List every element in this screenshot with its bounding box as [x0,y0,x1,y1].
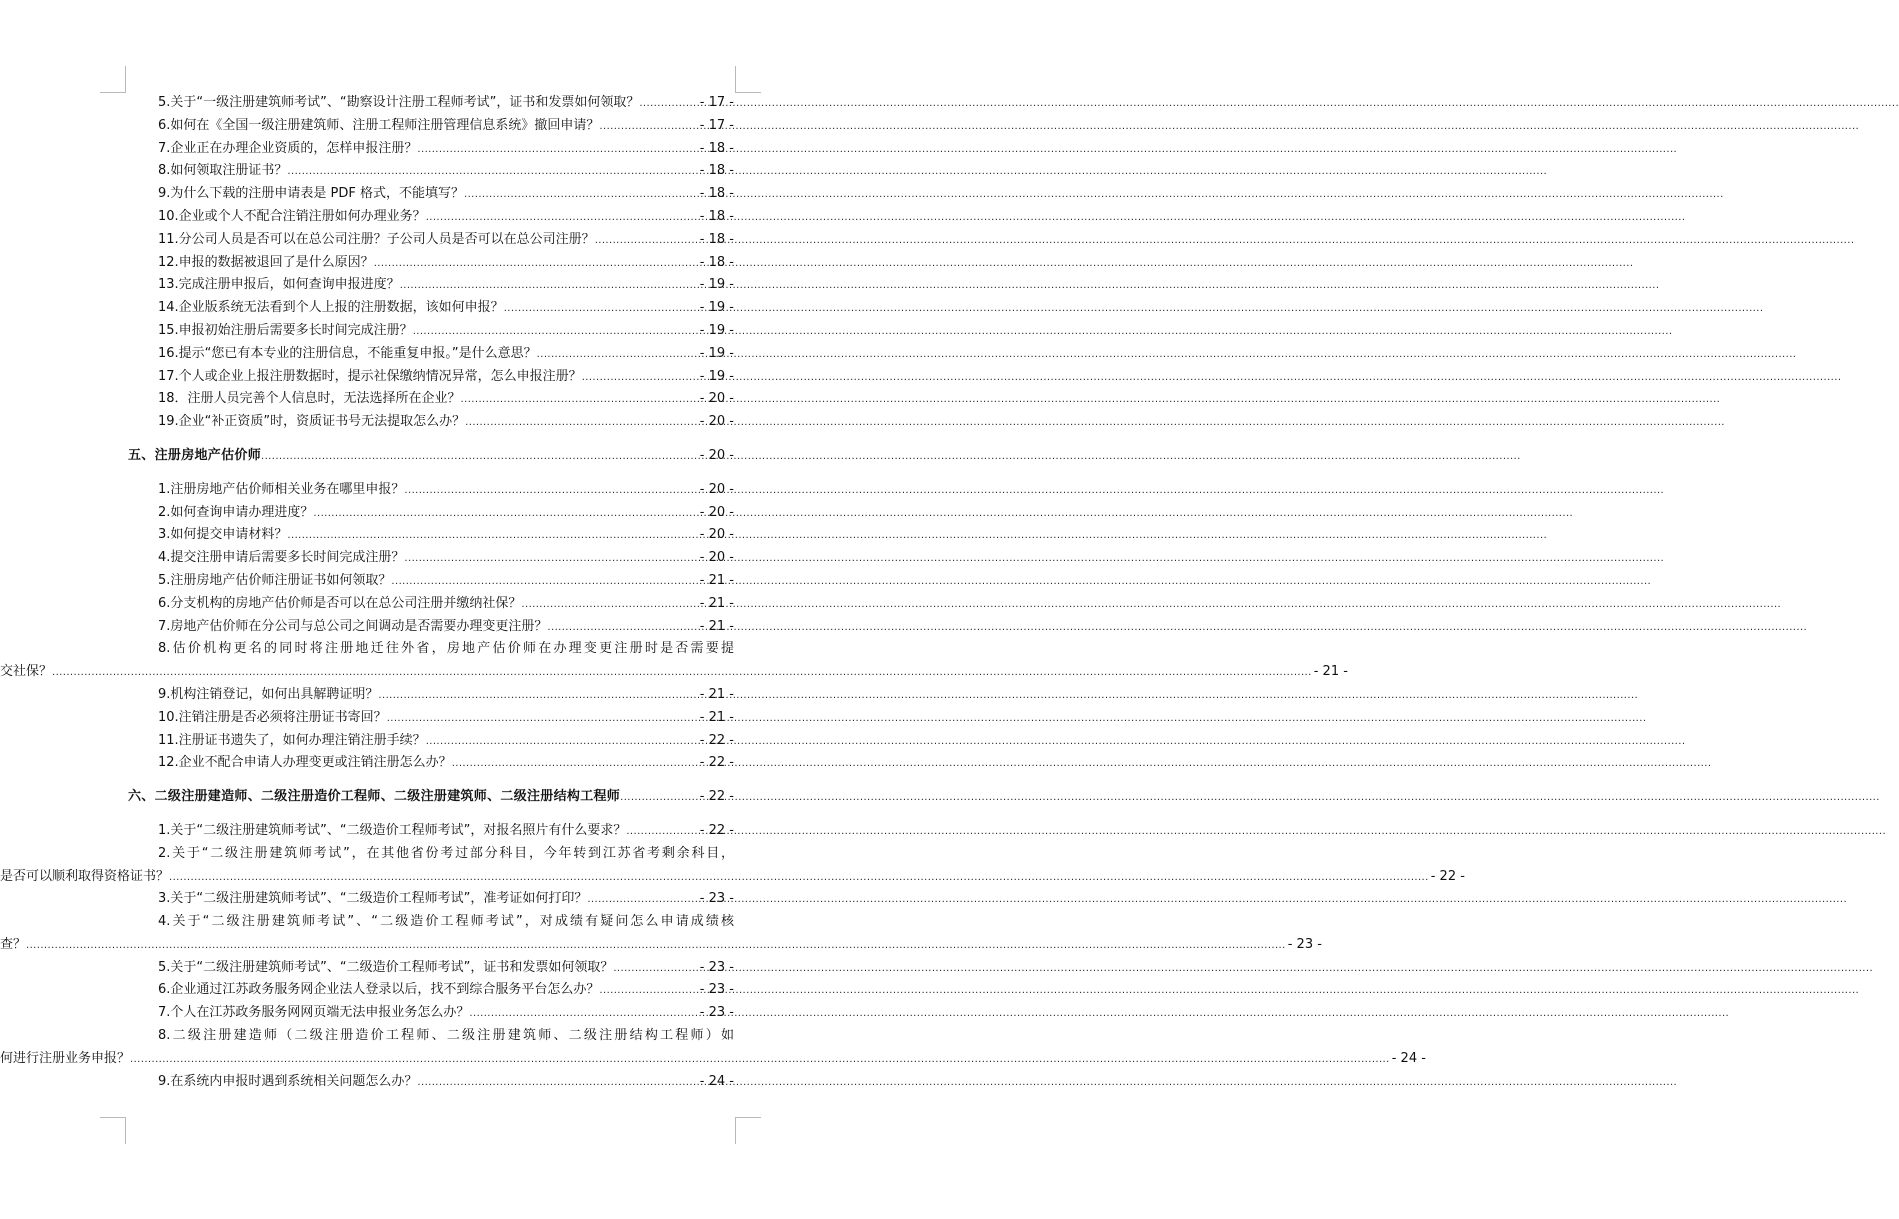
toc-entry-title: 17.个人或企业上报注册数据时，提示社保缴纳情况异常，怎么申报注册？ [158,368,582,384]
dot-leader [599,116,697,139]
dot-leader [599,980,697,1003]
toc-page-number: - 23 - [699,959,734,975]
toc-entry[interactable] [0,1071,863,1094]
toc-entry[interactable] [0,957,863,980]
toc-entry[interactable] [0,616,863,639]
toc-entry[interactable] [0,388,863,411]
toc-entry[interactable] [0,252,863,275]
toc-page-number: - 18 - [699,254,734,270]
dot-leader [26,935,1286,958]
toc-page-number: - 22 - [699,789,734,805]
dot-leader [547,617,697,640]
toc-page-number: - 23 - [1287,936,1322,952]
toc-entry-title: 6.分支机构的房地产估价师是否可以在总公司注册并缴纳社保？ [158,595,522,611]
toc-page-number: - 18 - [699,140,734,156]
toc-entry-title: 16.提示“您已有本专业的注册信息，不能重复申报。”是什么意思？ [158,345,537,361]
toc-entry[interactable] [0,343,863,366]
dot-leader [261,446,698,469]
toc-entry-title: 是否可以顺利取得资格证书？ [0,868,170,884]
dot-leader [404,480,697,503]
toc-entry-title-line1: 8.二级注册建造师（二级注册造价工程师、二级注册建筑师、二级注册结构工程师）如 [158,1028,734,1044]
toc-entry[interactable] [0,274,863,297]
toc-page-number: - 23 - [699,1005,734,1021]
toc-entry[interactable] [0,752,863,775]
toc-page-number: - 22 - [699,732,734,748]
toc-entry-title: 3.如何提交申请材料？ [158,527,288,543]
toc-entry-title: 五、注册房地产估价师 [128,447,262,463]
table-of-contents [0,92,1465,1093]
dot-leader [413,321,698,344]
dot-leader [595,230,698,253]
toc-entry-title: 11.分公司人员是否可以在总公司注册？子公司人员是否可以在总公司注册？ [158,231,595,247]
toc-entry[interactable] [0,297,863,320]
toc-page-number: - 24 - [699,1073,734,1089]
dot-leader [626,821,697,844]
toc-entry[interactable] [0,593,863,616]
toc-page-number: - 23 - [699,891,734,907]
toc-entry[interactable] [0,570,863,593]
crop-mark-top-right [735,66,761,93]
toc-page-number: - 18 - [699,186,734,202]
toc-entry-title: 4.提交注册申请后需要多长时间完成注册？ [158,550,405,566]
toc-entry-title: 9.在系统内申报时遇到系统相关问题怎么办？ [158,1073,418,1089]
crop-mark-bottom-right [735,1117,761,1144]
dot-leader [461,389,698,412]
toc-entry-title: 8.如何领取注册证书？ [158,163,288,179]
toc-page-number: - 21 - [699,618,734,634]
dot-leader [313,503,697,526]
toc-page-number: - 18 - [699,208,734,224]
toc-entry[interactable] [0,730,863,753]
toc-entry[interactable] [0,979,863,1002]
toc-entry[interactable] [0,366,863,389]
toc-entry[interactable] [0,524,863,547]
toc-page-number: - 20 - [699,447,734,463]
toc-entry[interactable] [0,183,863,206]
toc-entry-title: 5.关于“一级注册建筑师考试”、“勘察设计注册工程师考试”，证书和发票如何领取？ [158,95,640,110]
toc-entry-title: 7.个人在江苏政务服务网网页端无法申报业务怎么办？ [158,1005,470,1021]
toc-entry-title: 13.完成注册申报后，如何查询申报进度？ [158,277,400,293]
toc-page-number: - 19 - [699,368,734,384]
toc-entry-title: 11.注册证书遗失了，如何办理注销注册手续？ [158,732,426,748]
dot-leader [387,708,698,731]
dot-leader [521,594,697,617]
dot-leader [400,275,698,298]
toc-section-heading[interactable] [0,445,863,468]
toc-entry-title: 18．注册人员完善个人信息时，无法选择所在企业？ [158,391,461,407]
toc-entry-title-line1: 8.估价机构更名的同时将注册地迁往外省，房地产估价师在办理变更注册时是否需要提 [158,641,734,657]
toc-page-number: - 19 - [699,322,734,338]
crop-mark-bottom-left [100,1117,126,1144]
dot-leader [426,731,698,754]
toc-entry-title: 12.申报的数据被退回了是什么原因？ [158,254,374,270]
toc-entry-title: 5.注册房地产估价师注册证书如何领取？ [158,572,392,588]
toc-entry-title: 交社保？ [0,664,53,680]
dot-leader [404,548,697,571]
toc-page-number: - 21 - [699,686,734,702]
toc-entry-title-line1: 4.关于“二级注册建筑师考试”、“二级造价工程师考试”，对成绩有疑问怎么申请成绩核 [158,914,734,930]
toc-entry-title: 10.注销注册是否必须将注册证书寄回？ [158,709,387,725]
toc-entry[interactable] [0,479,863,502]
toc-entry-title: 6.如何在《全国一级注册建筑师、注册工程师注册管理信息系统》撤回申请？ [158,117,600,133]
dot-leader [582,367,698,390]
toc-page-number: - 18 - [699,231,734,247]
dot-leader [287,525,697,548]
toc-entry[interactable] [0,820,863,843]
toc-entry[interactable] [0,911,1322,957]
toc-entry[interactable] [0,160,863,183]
dot-leader [537,344,698,367]
toc-entry[interactable] [0,1025,1426,1071]
dot-leader [417,1072,697,1095]
toc-entry[interactable] [0,707,863,730]
toc-entry[interactable] [0,888,863,911]
toc-page-number: - 19 - [699,345,734,361]
toc-entry-title-line1: 2.关于“二级注册建筑师考试”，在其他省份考过部分科目，今年转到江苏省考剩余科目， [158,845,734,861]
dot-leader [426,207,698,230]
dot-leader [378,685,697,708]
toc-entry[interactable] [0,502,863,525]
toc-entry-title: 10.企业或个人不配合注销注册如何办理业务？ [158,208,426,224]
dot-leader [452,753,698,776]
toc-entry-title: 5.关于“二级注册建筑师考试”、“二级造价工程师考试”，证书和发票如何领取？ [158,959,614,975]
dot-leader [465,412,698,435]
toc-entry-title: 查？ [0,936,27,952]
toc-section-heading[interactable] [0,786,863,809]
toc-page-number: - 20 - [699,550,734,566]
dot-leader [287,161,697,184]
toc-page-number: - 22 - [699,755,734,771]
toc-entry-title: 6.企业通过江苏政务服务网企业法人登录以后，找不到综合服务平台怎么办？ [158,982,600,998]
toc-entry-title: 15.申报初始注册后需要多长时间完成注册？ [158,322,413,338]
toc-entry-title: 14.企业版系统无法看到个人上报的注册数据，该如何申报？ [158,300,504,316]
toc-entry-title: 9.为什么下载的注册申请表是 PDF 格式，不能填写？ [158,186,464,202]
dot-leader [469,1003,697,1026]
toc-entry[interactable] [0,320,863,343]
toc-page-number: - 20 - [699,481,734,497]
toc-entry-title: 9.机构注销登记，如何出具解聘证明？ [158,686,379,702]
toc-page-number: - 20 - [699,527,734,543]
toc-page-number: - 17 - [699,117,734,133]
toc-entry[interactable] [0,229,863,252]
dot-leader [391,571,697,594]
dot-leader [620,787,698,810]
toc-page-number: - 24 - [1391,1050,1426,1066]
toc-page-number: - 19 - [699,277,734,293]
toc-entry-title: 2.如何查询申请办理进度？ [158,504,314,520]
toc-page-number: - 17 - [699,95,734,110]
toc-entry[interactable] [0,638,1348,684]
toc-entry[interactable] [0,206,863,229]
toc-entry-title: 1.关于“二级注册建筑师考试”、“二级造价工程师考试”，对报名照片有什么要求？ [158,822,627,838]
toc-entry[interactable] [0,547,863,570]
toc-entry[interactable] [0,843,1465,889]
toc-entry-title: 7.企业正在办理企业资质的，怎样申报注册？ [158,140,418,156]
toc-page-number: - 23 - [699,982,734,998]
dot-leader [417,139,697,162]
toc-entry[interactable] [0,92,863,115]
toc-page-number: - 22 - [1430,868,1465,884]
dot-leader [130,1049,1390,1072]
toc-entry-title: 六、二级注册建造师、二级注册造价工程师、二级注册建筑师、二级注册结构工程师 [128,789,621,805]
toc-page-number: - 21 - [1313,664,1348,680]
crop-mark-top-left [100,66,126,93]
toc-entry[interactable] [0,138,863,161]
toc-page-number: - 18 - [699,163,734,179]
toc-entry-title: 19.企业“补正资质”时，资质证书号无法提取怎么办？ [158,414,466,430]
toc-page-number: - 20 - [699,414,734,430]
dot-leader [504,298,698,321]
toc-entry[interactable] [0,684,863,707]
toc-page-number: - 21 - [699,572,734,588]
toc-entry-title: 1.注册房地产估价师相关业务在哪里申报？ [158,481,405,497]
toc-entry-title: 7.房地产估价师在分公司与总公司之间调动是否需要办理变更注册？ [158,618,548,634]
toc-page-number: - 22 - [699,822,734,838]
toc-entry-title: 何进行注册业务申报？ [0,1050,131,1066]
dot-leader [587,889,697,912]
toc-page-number: - 19 - [699,300,734,316]
toc-page-number: - 21 - [699,595,734,611]
dot-leader [374,253,698,276]
toc-entry[interactable] [0,1002,863,1025]
dot-leader [639,93,697,116]
dot-leader [169,867,1429,890]
toc-entry[interactable] [0,411,863,434]
dot-leader [52,662,1312,685]
dot-leader [613,958,697,981]
toc-entry[interactable] [0,115,863,138]
toc-page-number: - 20 - [699,391,734,407]
toc-entry-title: 3.关于“二级注册建筑师考试”、“二级造价工程师考试”，准考证如何打印？ [158,891,588,907]
toc-page-number: - 21 - [699,709,734,725]
toc-entry-title: 12.企业不配合申请人办理变更或注销注册怎么办？ [158,755,452,771]
toc-page-number: - 20 - [699,504,734,520]
dot-leader [464,184,698,207]
